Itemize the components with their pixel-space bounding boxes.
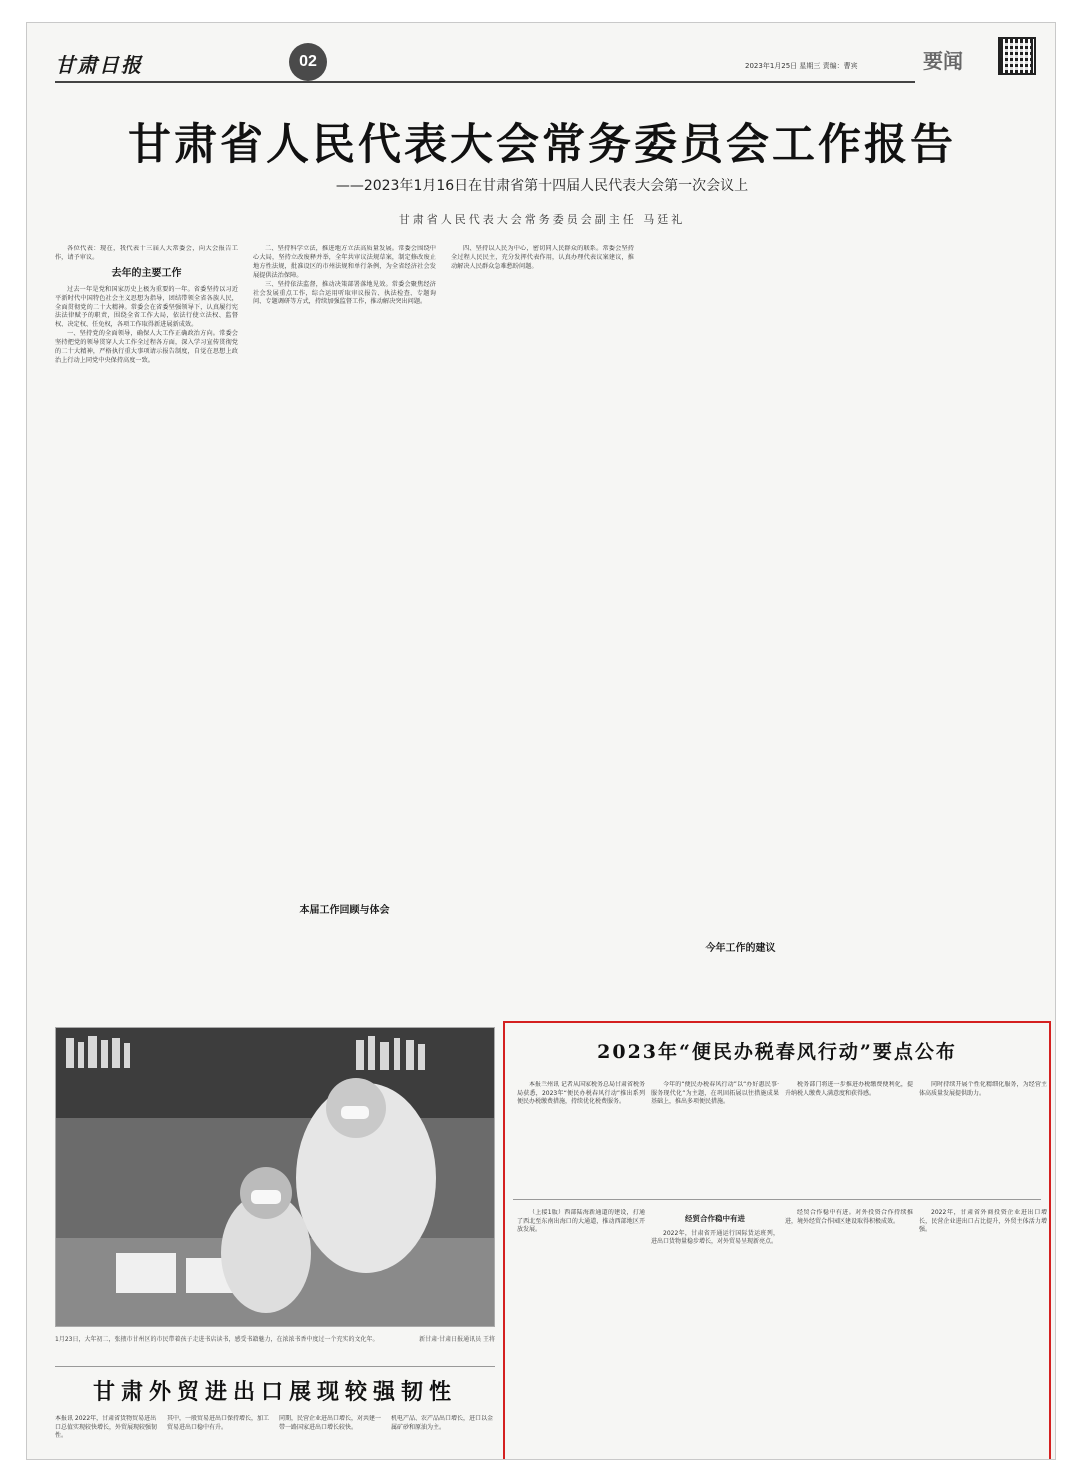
qr-code-icon [998,37,1036,75]
section-heading-past-year: 去年的主要工作 [111,267,182,279]
tax-body-column-1 [517,1209,645,1449]
tax-paragraph: 本报兰州讯 记者从国家税务总局甘肃省税务局获悉，2023年“便民办税春风行动”推出系列便民办税缴费措施，持续优化税费服务。 [517,1081,645,1106]
tax-paragraph: 2022年，甘肃省开通运行国际货运班列，进出口货物量稳步增长，对外贸易呈现新亮点。 [651,1229,779,1246]
caption-text: 1月23日，大年初二，张掖市甘州区的市民带着孩子走进书店读书，感受书籍魅力，在浓浓书香中度过一个充实的文化年。 [55,1336,379,1343]
article-paragraph: 各位代表：现在，我代表十三届人大常委会，向大会报告工作，请予审议。 [55,245,238,261]
tax-body-column-3 [785,1209,913,1449]
article-paragraph: 过去一年是党和国家历史上极为重要的一年。省委坚持以习近平新时代中国特色社会主义思想为指导，团结带领全省各族人民，全面贯彻党的二十大精神。常委会在省委坚强领导下，认真履行宪法法律赋予的职责，围绕全省工作大局，依法行使立法权、监督权、决定权、任免权，各项工作取得新进展新成效。 [55,285,238,329]
tax-paragraph: 税务部门将进一步推进办税缴费便利化，提升纳税人缴费人满意度和获得感。 [785,1081,913,1097]
masthead [55,43,1035,89]
tax-body-column-4 [919,1209,1047,1449]
date-line: 2023年1月25日 星期三 责编：曹宾 [745,62,858,70]
tax-intro-column-4 [919,1081,1047,1186]
tax-intro-column-2 [651,1081,779,1186]
section-heading-suggestions: 今年工作的建议 [705,943,776,954]
article-paragraph: 三、坚持依法监督，推动决策部署落地见效。常委会聚焦经济社会发展重点工作，综合运用听取审议报告、执法检查、专题询问、专题调研等方式，持续加强监督工作，推动解决突出问题。 [253,280,436,306]
main-article-body [55,245,1031,965]
trade-article-body [55,1415,495,1459]
masthead-rule [55,81,915,83]
main-headline: 甘肃省人民代表大会常务委员会工作报告 [128,120,956,170]
trade-column: 本报讯 2022年，甘肃省货物贸易进出口总值实现较快增长，外贸展现较强韧性。 [55,1415,158,1439]
news-photo [55,1027,495,1327]
main-subtitle: ——2023年1月16日在甘肃省第十四届人民代表大会第一次会议上 [335,178,749,194]
tax-body-column-2 [651,1209,779,1449]
tax-headline: 2023年“便民办税春风行动”要点公布 [597,1041,957,1063]
section-name: 要闻 [923,49,963,73]
tax-intro-column-3 [785,1081,913,1186]
article-paragraph: 一、坚持党的全面领导，确保人大工作正确政治方向。常委会坚持把党的领导贯穿人大工作全过程各方面，深入学习宣传贯彻党的二十大精神，严格执行重大事项请示报告制度，自觉在思想上政治上行动上同党中央保持高度一致。 [55,330,238,364]
trade-headline: 甘肃外贸进出口展现较强韧性 [92,1379,457,1405]
newspaper-page [26,22,1056,1460]
article-column-4 [649,245,832,965]
main-author: 甘肃省人民代表大会常务委员会副主任 马廷礼 [398,213,686,226]
bookstore-photo [56,1028,495,1327]
section-heading-experience: 本届工作回顾与体会 [299,905,390,917]
tax-subheading: 经贸合作稳中有进 [685,1214,745,1223]
caption-credit: 新甘肃·甘肃日报通讯员 王将 [419,1336,495,1343]
tax-paragraph: 同时持续开展个性化精细化服务，为经营主体高质量发展提供助力。 [919,1081,1047,1097]
photo-caption [55,1335,495,1344]
article-paragraph: 四、坚持以人民为中心，密切同人民群众的联系。常委会坚持全过程人民民主，充分发挥代表作用，认真办理代表议案建议，推动解决人民群众急难愁盼问题。 [451,245,634,270]
paper-name: 甘肃日报 [55,53,143,77]
tax-paragraph: 经贸合作稳中有进。对外投资合作持续推进，境外经贸合作园区建设取得积极成效。 [785,1209,913,1225]
article-column-5 [847,245,1030,965]
trade-column: 其中，一般贸易进出口保持增长，加工贸易进出口稳中有升。 [167,1415,270,1431]
tax-paragraph: （上接1版）西部陆海新通道的建设，打通了西北至东南出海口的大通道，推动西部地区开放发展。 [517,1209,645,1234]
trade-column: 机电产品、农产品出口增长，进口以金属矿砂和原油为主。 [391,1415,494,1431]
tax-paragraph: 2022年，甘肃省外商投资企业进出口增长，民营企业进出口占比提升，外贸主体活力增强。 [919,1209,1047,1234]
divider [55,1366,495,1367]
page-number: 02 [289,43,327,81]
article-paragraph: 二、坚持科学立法，推进地方立法高质量发展。常委会围绕中心大局，坚持立改废释并举，全年共审议法规草案，制定修改废止地方性法规，批准设区的市州法规和单行条例，为全省经济社会发展提供法治保障。 [253,245,436,279]
article-column-3 [451,245,634,965]
tax-paragraph: 今年的“便民办税春风行动”以“办好惠民事·服务现代化”为主题，在巩固拓展以往措施成果基础上，推出多项便民措施。 [651,1081,779,1106]
divider [513,1199,1041,1200]
article-column-1 [55,245,238,965]
highlight-box-tax-article [503,1021,1051,1460]
tax-intro-column-1 [517,1081,645,1186]
article-column-2 [253,245,436,965]
trade-column: 同期，民营企业进出口增长，对共建一带一路国家进出口增长较快。 [279,1415,382,1431]
